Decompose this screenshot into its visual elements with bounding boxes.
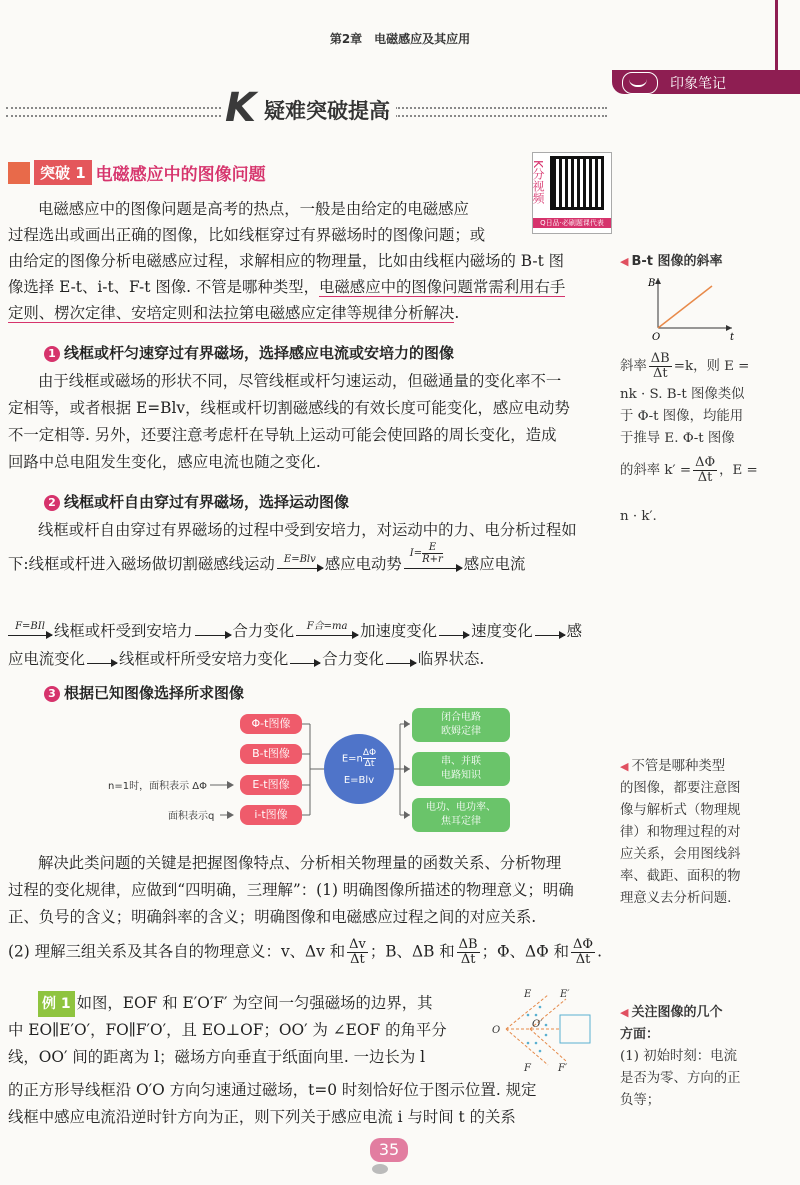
dotted-divider-left xyxy=(6,107,221,117)
chapter-header: 第2章 电磁感应及其应用 xyxy=(329,32,471,46)
qr-video-label: K分视频 xyxy=(531,160,545,204)
center-formula-prefix: E=n xyxy=(341,753,363,765)
sidebar-note3-heading-1-text: 关注图像的几个 xyxy=(631,1005,723,1020)
sidebar-note1-line-3: 于 Φ-t 图像，均能用 xyxy=(620,409,744,424)
flow-arrow-current-label xyxy=(410,542,443,565)
flow-text-critical: 临界状态. xyxy=(417,650,485,668)
bird-ornament-icon xyxy=(372,1164,388,1174)
flow-current-label-pre: I= xyxy=(409,548,423,559)
example-tag: 例 1 xyxy=(38,991,75,1017)
fig-label-E: E xyxy=(524,989,532,1000)
green-box-circuit: 串、并联 电路知识 xyxy=(412,752,510,786)
fig-label-O2: O′ xyxy=(532,1019,543,1030)
key-line-4d: . xyxy=(597,942,602,961)
frac-dphi-den: Δt xyxy=(575,952,591,967)
page-number: 35 xyxy=(370,1138,408,1162)
sidebar-note1-line-5 xyxy=(620,456,758,485)
pill-b-t: B-t图像 xyxy=(240,744,302,764)
frac-dv-dt xyxy=(347,938,368,967)
center-formula-circle xyxy=(324,734,394,804)
item1-heading xyxy=(44,342,454,363)
sidebar-note1-line-6: n · k′. xyxy=(620,509,657,524)
sidebar-note1-heading-text: B-t 图像的斜率 xyxy=(631,254,723,269)
flow-text-current: 感应电流 xyxy=(463,555,526,573)
qr-code-icon[interactable] xyxy=(550,156,604,210)
flow-arrow-current xyxy=(404,542,462,569)
sidebar-note3 xyxy=(620,1002,792,1112)
key-line-4b: ；B、ΔB 和 xyxy=(369,942,455,961)
flow-arrow-5 xyxy=(290,663,320,664)
flow-current-frac-num: E xyxy=(422,542,443,554)
flow-text-emf: 感应电动势 xyxy=(324,555,402,573)
intro-line-5 xyxy=(8,300,608,326)
flow-text-current-change: 应电流变化 xyxy=(8,650,85,668)
example-line-1-text: 如图，EOF 和 E′O′F′ 为空间一匀强磁场的边界，其 xyxy=(76,994,433,1012)
item2-flow-line-1 xyxy=(8,542,608,577)
sidebar-note2-line-7: 理意义去分析问题. xyxy=(620,891,732,906)
sidebar-note1-line-1 xyxy=(620,352,790,381)
item1-line-4: 回路中总电阻发生变化，感应电流也随之变化. xyxy=(8,453,321,471)
flow-arrow-emf-label: E=Blv xyxy=(283,554,316,565)
frac-db-den: Δt xyxy=(460,952,476,967)
item3-number: 3 xyxy=(44,686,60,702)
green-box-ohm: 闭合电路 欧姆定律 xyxy=(412,708,510,742)
flow-text-velocity: 速度变化 xyxy=(471,622,533,640)
sidebar-note2-line-1 xyxy=(620,756,792,778)
elephant-icon xyxy=(622,72,658,94)
sidebar-note2-line-2: 的图像，都要注意图 xyxy=(620,781,741,796)
sidebar-frac-dphi-den: Δt xyxy=(697,470,713,485)
flow-text-ampere-change: 线框或杆所受安培力变化 xyxy=(118,650,289,668)
flow-text-ampere: 线框或杆受到安培力 xyxy=(54,622,193,640)
key-line-3: 正、负号的含义；明确斜率的含义；明确图像和电磁感应过程之间的对应关系. xyxy=(8,908,537,926)
dotted-divider-right xyxy=(395,107,607,117)
example-line-1 xyxy=(38,990,488,1017)
intro-line-4b-underlined: 电磁感应中的图像问题常需利用右手 xyxy=(319,278,566,296)
sidebar-note2-line-3: 像与解析式（物理规 xyxy=(620,803,741,818)
flow-arrow-force xyxy=(8,623,52,636)
flow-arrow-2 xyxy=(439,635,469,636)
sidebar-note3-line-3: 负等； xyxy=(620,1093,661,1108)
key-line-1: 解决此类问题的关键是把握图像特点、分析相关物理量的函数关系、分析物理 xyxy=(38,854,562,872)
breakthrough-title: 电磁感应中的图像问题 xyxy=(95,165,266,185)
b-t-slope-graph xyxy=(640,272,740,342)
intro-line-5-underlined: 定则、楞次定律、安培定则和法拉第电磁感应定律等规律分析解决 xyxy=(8,304,455,322)
heading-bar-icon xyxy=(8,162,30,184)
fig-label-E2: E′ xyxy=(560,989,570,1000)
center-formula-den: Δt xyxy=(364,759,375,769)
item1-heading-text: 线框或杆匀速穿过有界磁场，选择感应电流或安培力的图像 xyxy=(64,344,455,362)
sidebar-slope-eq: =k，则 E = xyxy=(673,359,750,374)
sidebar-note3-line-1: (1) 初始时刻：电流 xyxy=(620,1049,737,1064)
item1-line-3: 不一定相等. 另外，还要注意考虑杆在导轨上运动可能会使回路的周长变化，造成 xyxy=(8,426,557,444)
breakthrough-tag: 突破 1 xyxy=(34,160,92,185)
section-title-banner xyxy=(0,85,610,133)
sidebar-note1-line-4: 于推导 E. Φ-t 图像 xyxy=(620,431,735,446)
sidebar-frac-db-num: ΔB xyxy=(650,351,670,366)
sidebar-note3-line-2: 是否为零、方向的正 xyxy=(620,1071,741,1086)
item2-heading xyxy=(44,491,349,512)
example-line-2: 中 EO∥E′O′，FO∥F′O′，且 EO⊥OF；OO′ 为 ∠EOF 的角平分 xyxy=(8,1021,447,1039)
item2-number: 2 xyxy=(44,495,60,511)
sidebar-frac-db-dt xyxy=(649,352,672,381)
center-formula-2: E=Blv xyxy=(343,775,375,786)
sidebar-frac-dphi-num: ΔΦ xyxy=(695,455,716,470)
intro-line-3: 由给定的图像分析电磁感应过程，求解相应的物理量，比如由线框内磁场的 B-t 图 xyxy=(8,252,565,270)
item2-line-1: 线框或杆自由穿过有界磁场的过程中受到安培力，对运动中的力、电分析过程如 xyxy=(38,521,577,539)
sidebar-e-eq: ，E = xyxy=(719,463,758,478)
key-line-4 xyxy=(8,938,608,967)
flow-arrow-4 xyxy=(87,663,117,664)
flow-text-accel: 加速度变化 xyxy=(360,622,438,640)
flow-arrow-ma xyxy=(296,623,358,636)
frac-dv-den: Δt xyxy=(350,952,365,967)
graph-label-B: B xyxy=(648,278,656,289)
sidebar-note1-heading xyxy=(620,250,723,269)
breakthrough-heading xyxy=(8,160,266,184)
triangle-marker-icon: ◀ xyxy=(620,1006,629,1019)
graph-label-O: O xyxy=(652,332,661,342)
flow-arrow-3 xyxy=(535,635,565,636)
intro-line-5-end: . xyxy=(454,304,460,322)
center-formula-1 xyxy=(324,748,394,769)
sidebar-note3-heading-1 xyxy=(620,1002,792,1024)
item2-heading-text: 线框或杆自由穿过有界磁场，选择运动图像 xyxy=(64,493,350,511)
flow-arrow-ma-label: F合=ma xyxy=(306,621,348,632)
item1-line-1: 由于线框或磁场的形状不同，尽管线框或杆匀速运动，但磁通量的变化率不一 xyxy=(38,372,562,390)
intro-line-2: 过程选出或画出正确的图像，比如线框穿过有界磁场时的图像问题；或 xyxy=(8,226,486,244)
fig-label-F: F xyxy=(524,1063,531,1074)
sidebar-slope-text: 斜率 xyxy=(620,359,647,374)
intro-line-1: 电磁感应中的图像问题是高考的热点，一般是由给定的电磁感应 xyxy=(38,200,469,218)
frac-dphi-num: ΔΦ xyxy=(573,937,594,952)
sidebar-note3-heading-2: 方面： xyxy=(620,1027,660,1042)
flow-arrow-6 xyxy=(386,663,416,664)
flow-arrow-emf xyxy=(277,556,323,569)
flow-text-entering: 下:线框或杆进入磁场做切割磁感线运动 xyxy=(8,555,275,573)
notes-tab-label: 印象笔记 xyxy=(670,76,726,92)
sidebar-kprime-text: 的斜率 k′ = xyxy=(620,463,692,478)
flow-current-frac xyxy=(422,542,443,565)
key-line-4c: ；Φ、ΔΦ 和 xyxy=(481,942,570,961)
notes-tab xyxy=(612,70,800,94)
frac-dv-num: Δv xyxy=(349,937,366,952)
qr-caption: Q日品·必刷题课代表 xyxy=(533,218,611,228)
flow-arrow-1 xyxy=(195,635,231,636)
fig-label-O: O xyxy=(492,1025,501,1036)
pill-phi-t: Φ-t图像 xyxy=(240,714,302,734)
pill-e-t: E-t图像 xyxy=(240,775,302,795)
green-box-joule: 电功、电功率、 焦耳定律 xyxy=(412,798,510,832)
frac-db-num: ΔB xyxy=(458,937,478,952)
center-formula-frac xyxy=(363,748,376,769)
sidebar-note2-line-4: 律）和物理过程的对 xyxy=(620,825,741,840)
item1-line-2: 定相等，或者根据 E=Blv，线框或杆切割磁感线的有效长度可能变化，感应电动势 xyxy=(8,399,570,417)
triangle-marker-icon: ◀ xyxy=(620,760,629,773)
sidebar-note1-line-2: nk · S. B-t 图像类似 xyxy=(620,387,745,402)
sidebar-frac-dphi-dt xyxy=(693,456,717,485)
example-field-figure xyxy=(488,985,608,1075)
intro-line-4a: 像选择 E-t、i-t、F-t 图像. 不管是哪种类型， xyxy=(8,278,320,296)
note-area-delta-phi: n=1时，面积表示 ΔΦ xyxy=(108,781,207,792)
flow-text-net-force: 合力变化 xyxy=(232,622,295,640)
flow-current-frac-den: R+r xyxy=(422,554,443,565)
item1-number: 1 xyxy=(44,346,60,362)
frac-dphi-dt xyxy=(571,938,595,967)
triangle-marker-icon: ◀ xyxy=(620,255,629,268)
section-k-logo: K xyxy=(225,85,256,131)
key-line-2: 过程的变化规律，应做到“四明确，三理解”：(1) 明确图像所描述的物理意义；明确 xyxy=(8,881,574,899)
item2-flow-line-3 xyxy=(8,646,608,672)
example-line-4: 的正方形导线框沿 O′O 方向匀速通过磁场，t=0 时刻恰好位于图示位置. 规定 xyxy=(8,1081,537,1099)
note-area-q: 面积表示q xyxy=(168,811,215,822)
item3-heading xyxy=(44,682,244,703)
intro-line-4 xyxy=(8,274,608,300)
flow-text-induced-start: 感 xyxy=(566,622,583,640)
sidebar-note2-line-1-text: 不管是哪种类型 xyxy=(631,759,726,774)
item2-flow-line-2 xyxy=(8,618,608,644)
sidebar-frac-db-den: Δt xyxy=(652,366,668,381)
fig-label-F2: F′ xyxy=(558,1063,568,1074)
frac-db-dt xyxy=(457,938,480,967)
pill-i-t: i-t图像 xyxy=(240,805,302,825)
item3-heading-text: 根据已知图像选择所求图像 xyxy=(64,684,245,702)
example-line-5: 线框中感应电流沿逆时针方向为正，则下列关于感应电流 i 与时间 t 的关系 xyxy=(8,1108,516,1126)
section-title: 疑难突破提高 xyxy=(258,95,396,125)
flow-arrow-force-label: F=BIl xyxy=(15,621,45,632)
example-line-3: 线，OO′ 间的距离为 l；磁场方向垂直于纸面向里. 一边长为 l xyxy=(8,1048,426,1066)
sidebar-note2 xyxy=(620,756,792,910)
graph-label-t: t xyxy=(730,332,735,342)
flow-text-net-force-change: 合力变化 xyxy=(322,650,384,668)
sidebar-note2-line-6: 率、截距、面积的物 xyxy=(620,869,741,884)
center-formula-num: ΔΦ xyxy=(362,748,377,758)
key-line-4a: (2) 理解三组关系及其各自的物理意义：v、Δv 和 xyxy=(8,942,346,961)
sidebar-note2-line-5: 应关系，会用图线斜 xyxy=(620,847,741,862)
